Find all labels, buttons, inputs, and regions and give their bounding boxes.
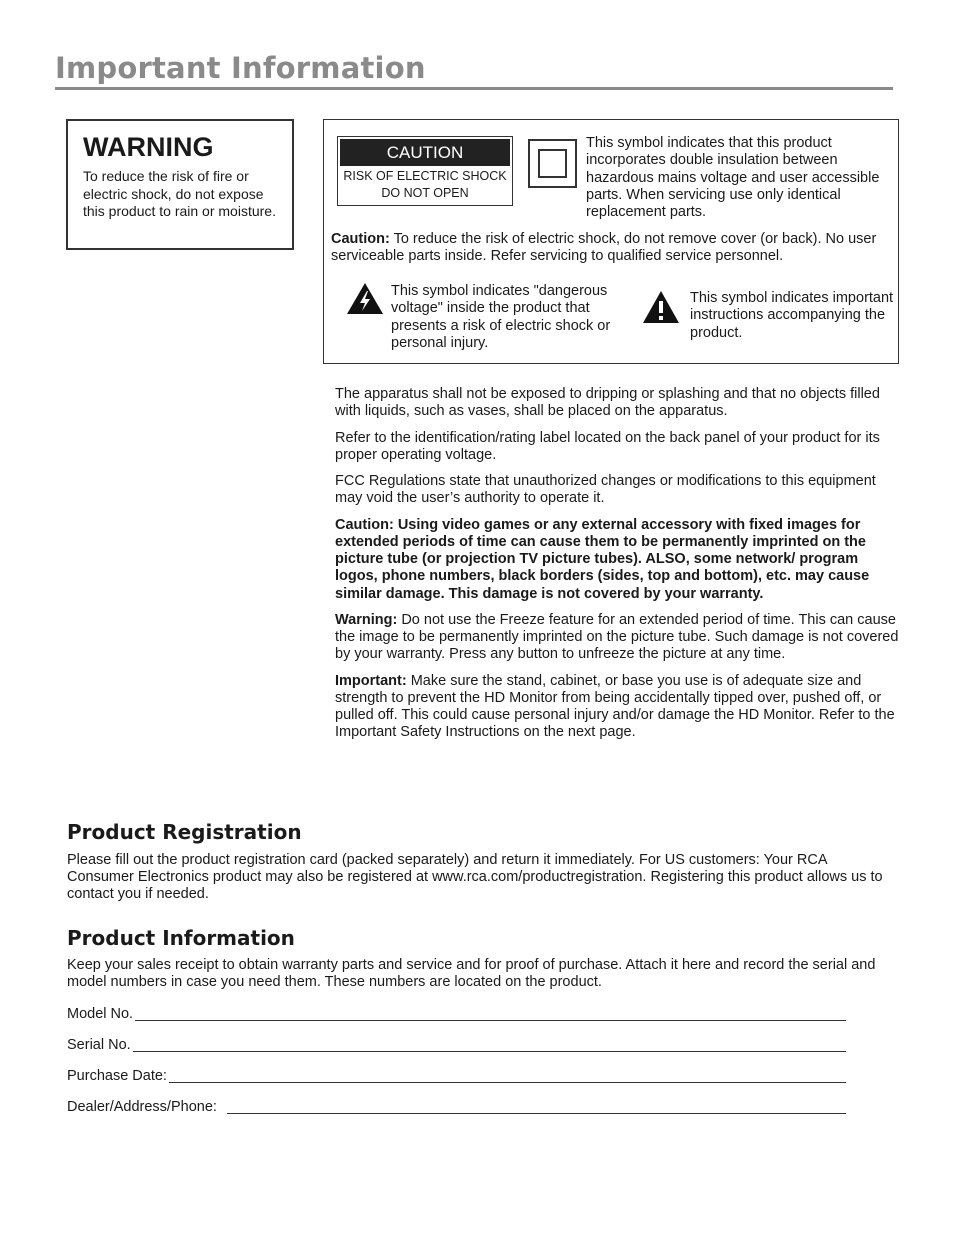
fcc-notice: FCC Regulations state that unauthorized changes or modifications to this equipment may void the user’s authority to operate it. xyxy=(335,473,876,507)
caution-label-body xyxy=(338,168,512,202)
purchase-date-label: Purchase Date: xyxy=(67,1068,167,1084)
dealer-field[interactable] xyxy=(67,1096,846,1116)
dripping-notice: The apparatus shall not be exposed to dripping or splashing and that no objects filled with liquids, such as vases, shall be placed on the apparatus. xyxy=(335,386,880,420)
caution-label-line: RISK OF ELECTRIC SHOCK xyxy=(343,169,507,183)
dangerous-voltage-text: This symbol indicates "dangerous voltage" inside the product that presents a risk of electric shock or personal injury. xyxy=(391,283,611,351)
model-number-field[interactable] xyxy=(67,1003,846,1023)
warning-heading: WARNING xyxy=(83,132,214,162)
model-number-label: Model No. xyxy=(67,1006,134,1022)
serial-number-label: Serial No. xyxy=(67,1037,131,1053)
warning-text: To reduce the risk of fire or electric shock, do not expose this product to rain or moisture. xyxy=(83,168,276,219)
voltage-notice: Refer to the identification/rating label located on the back panel of your product for its proper operating voltage. xyxy=(335,429,880,463)
caution-cover-text xyxy=(331,231,901,266)
caution-cover-label: Caution: xyxy=(331,231,390,247)
caution-label xyxy=(337,136,513,206)
exclamation-warning-icon xyxy=(642,290,680,324)
title-divider xyxy=(55,87,893,90)
purchase-date-field[interactable] xyxy=(67,1065,846,1085)
purchase-date-line[interactable] xyxy=(169,1069,846,1083)
caution-label-line: DO NOT OPEN xyxy=(381,186,469,200)
serial-number-line[interactable] xyxy=(133,1038,846,1052)
double-insulation-text: This symbol indicates that this product incorporates double insulation between hazardous mains voltage and user accessible parts. When servicing use only identical replacement parts. xyxy=(586,135,880,221)
warning-box xyxy=(66,119,294,250)
stand-important-text: Make sure the stand, cabinet, or base you use is of adequate size and strength to prevent the HD Monitor from being accidentally tipped over, pushed off, or pulled off. This could cause personal injury and/or damage the HD Monitor. Refer to the Important Safety Instructions on the next page. xyxy=(335,672,895,741)
page-title: Important Information xyxy=(55,51,426,85)
product-information-text: Keep your sales receipt to obtain warranty parts and service and for proof of purchase. Attach it here and record the serial and model numbers in case you need them. These numbers are located on the product. xyxy=(67,957,876,991)
freeze-warning xyxy=(335,612,900,664)
lightning-warning-icon xyxy=(346,282,384,315)
freeze-warning-label: Warning: xyxy=(335,611,398,628)
safety-notices xyxy=(335,386,900,751)
product-information-heading: Product Information xyxy=(67,926,295,950)
caution-panel xyxy=(323,119,899,364)
product-registration-heading: Product Registration xyxy=(67,820,302,844)
freeze-warning-text: Do not use the Freeze feature for an extended period of time. This can cause the image to be permanently imprinted on the picture tube. Such damage is not covered by your warranty. Press any button to unfreeze the picture at any time. xyxy=(335,611,899,663)
serial-number-field[interactable] xyxy=(67,1034,846,1054)
caution-label-header: CAUTION xyxy=(340,139,510,166)
model-number-line[interactable] xyxy=(135,1007,846,1021)
double-insulation-icon xyxy=(528,139,577,188)
product-registration-text: Please fill out the product registration card (packed separately) and return it immediately. For US customers: Your RCA Consumer Electronics product may also be registered at www.rca.com/productregistration. Registering this product allows us to contact you if needed. xyxy=(67,852,883,903)
caution-cover-body: To reduce the risk of electric shock, do not remove cover (or back). No user serviceable parts inside. Refer servicing to qualified service personnel. xyxy=(331,231,877,265)
stand-important xyxy=(335,673,900,742)
dealer-label: Dealer/Address/Phone: xyxy=(67,1099,225,1115)
important-instructions-text: This symbol indicates important instructions accompanying the product. xyxy=(690,290,894,341)
image-burn-caution: Caution: Using video games or any external accessory with fixed images for extended periods of time can cause them to be permanently imprinted on the picture tube (or projection TV picture tubes). ALSO, some network/ program logos, phone numbers, black borders (sides, top and bottom), etc. may cause similar damage. This damage is not covered by your warranty. xyxy=(335,516,870,602)
stand-important-label: Important: xyxy=(335,672,407,689)
dealer-line[interactable] xyxy=(227,1100,846,1114)
